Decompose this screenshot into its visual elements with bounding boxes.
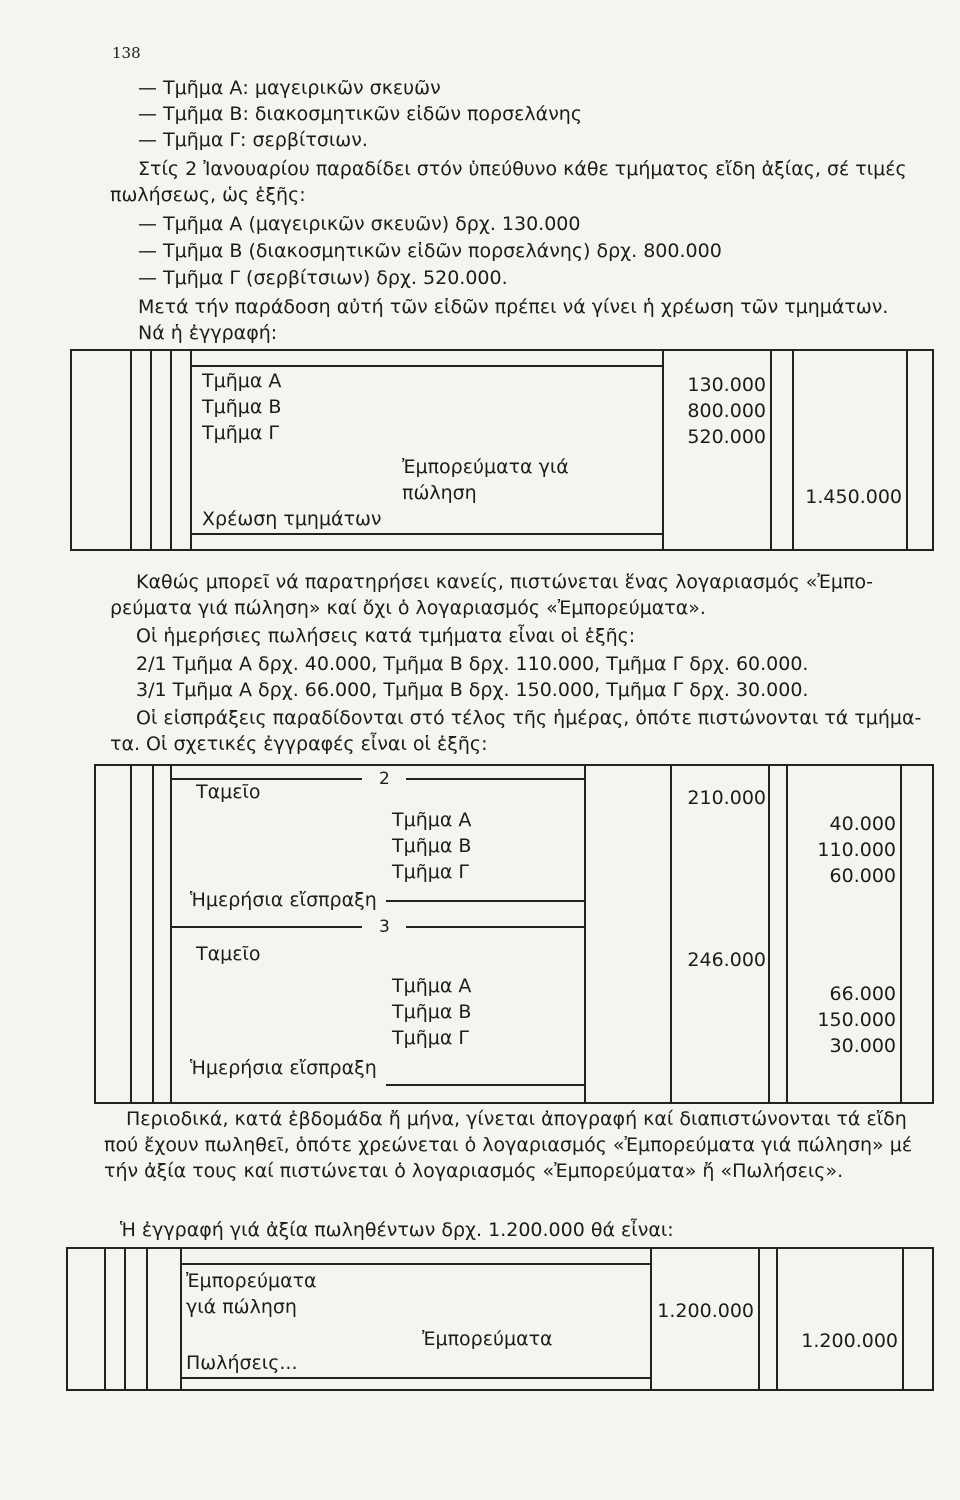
j2-amount-dept-b-day2: 110.000 — [817, 839, 896, 861]
para-receipts-1: Οἱ εἰσπράξεις παραδίδονται στό τέλος τῆς ἡμέρας, ὁπότε πιστώνονται τά τμήμα- — [136, 707, 922, 729]
j2-credit-dept-c-day2: Τμῆμα Γ — [392, 861, 469, 883]
dept-b-line: — Τμῆμα Β: διακοσμητικῶν εἰδῶν πορσελάνης — [138, 103, 583, 125]
j2-credit-dept-a-day3: Τμῆμα Α — [392, 975, 472, 997]
para-credit-note-2: ρεύματα γιά πώληση» καί ὄχι ὁ λογαριασμός «Ἐμπορεύματα». — [110, 597, 706, 619]
j2-amount-dept-a-day2: 40.000 — [829, 813, 896, 835]
j2-amount-dept-a-day3: 66.000 — [829, 983, 896, 1005]
j3-debit-account-line2: γιά πώληση — [186, 1296, 297, 1318]
para-receipts-2: τα. Οἱ σχετικές ἐγγραφές εἶναι οἱ ἑξῆς: — [110, 733, 488, 755]
journal-entry-2 — [94, 764, 934, 1104]
j2-date-3: 3 — [379, 917, 390, 937]
j2-amount-dept-c-day2: 60.000 — [829, 865, 896, 887]
para-final-entry-intro: Ἡ ἐγγραφή γιά ἀξία πωληθέντων δρχ. 1.200.000 θά εἶναι: — [120, 1219, 674, 1241]
j2-narration-day3: Ἡμερήσια εἴσπραξη — [190, 1057, 377, 1079]
j2-cash-day2: Ταμεῖο — [196, 781, 261, 803]
j2-date-2: 2 — [379, 769, 390, 789]
para-entry-intro: Νά ἡ ἐγγραφή: — [138, 322, 278, 344]
j1-narration: Χρέωση τμημάτων — [202, 508, 382, 530]
j3-credit-amount: 1.200.000 — [801, 1330, 898, 1352]
dept-c-line: — Τμῆμα Γ: σερβίτσιων. — [138, 129, 368, 151]
j3-debit-account-line1: Ἐμπορεύματα — [186, 1270, 317, 1292]
value-c-line: — Τμῆμα Γ (σερβίτσιων) δρχ. 520.000. — [138, 267, 508, 289]
para-credit-note-1: Καθώς μπορεῖ νά παρατηρήσει κανείς, πιστώνεται ἕνας λογαριασμός «Ἐμπο- — [136, 571, 873, 593]
j2-amount-dept-b-day3: 150.000 — [817, 1009, 896, 1031]
j1-debit-dept-a: Τμῆμα Α — [202, 370, 282, 392]
j1-credit-account-line2: πώληση — [402, 482, 477, 504]
j1-amount-dept-c: 520.000 — [687, 426, 766, 448]
dept-a-line: — Τμῆμα Α: μαγειρικῶν σκευῶν — [138, 77, 441, 99]
j1-debit-dept-c: Τμῆμα Γ — [202, 422, 279, 444]
j3-narration: Πωλήσεις... — [186, 1352, 298, 1374]
j1-credit-account-line1: Ἐμπορεύματα γιά — [402, 456, 569, 478]
value-b-line: — Τμῆμα Β (διακοσμητικῶν εἰδῶν πορσελάνης) δρχ. 800.000 — [138, 240, 722, 262]
para-delivery-1: Στίς 2 Ἰανουαρίου παραδίδει στόν ὑπεύθυνο κάθε τμήματος εἴδη ἀξίας, σέ τιμές — [138, 158, 907, 180]
j2-credit-dept-a-day2: Τμῆμα Α — [392, 809, 472, 831]
page-number: 138 — [112, 44, 141, 62]
para-delivery-2: πωλήσεως, ὡς ἑξῆς: — [110, 184, 306, 206]
j1-credit-amount: 1.450.000 — [805, 486, 902, 508]
j2-credit-dept-c-day3: Τμῆμα Γ — [392, 1027, 469, 1049]
j2-cash-amount-day2: 210.000 — [687, 787, 766, 809]
journal-entry-1 — [70, 349, 934, 551]
j1-amount-dept-a: 130.000 — [687, 374, 766, 396]
j2-amount-dept-c-day3: 30.000 — [829, 1035, 896, 1057]
sales-day-3: 3/1 Τμῆμα Α δρχ. 66.000, Τμῆμα Β δρχ. 150.000, Τμῆμα Γ δρχ. 30.000. — [136, 679, 809, 701]
j2-cash-amount-day3: 246.000 — [687, 949, 766, 971]
value-a-line: — Τμῆμα Α (μαγειρικῶν σκευῶν) δρχ. 130.000 — [138, 213, 581, 235]
j2-narration-day2: Ἡμερήσια εἴσπραξη — [190, 889, 377, 911]
sales-day-2: 2/1 Τμῆμα Α δρχ. 40.000, Τμῆμα Β δρχ. 110.000, Τμῆμα Γ δρχ. 60.000. — [136, 653, 809, 675]
j2-credit-dept-b-day3: Τμῆμα Β — [392, 1001, 472, 1023]
j2-credit-dept-b-day2: Τμῆμα Β — [392, 835, 472, 857]
j1-amount-dept-b: 800.000 — [687, 400, 766, 422]
j1-debit-dept-b: Τμῆμα Β — [202, 396, 282, 418]
j2-cash-day3: Ταμεῖο — [196, 943, 261, 965]
j3-credit-account: Ἐμπορεύματα — [422, 1328, 553, 1350]
para-inventory: Περιοδικά, κατά ἑβδομάδα ἤ μήνα, γίνεται ἀπογραφή καί διαπιστώνονται τά εἴδη πού ἔχουν πωληθεῖ, ὁπότε χρεώνεται ὁ λογαριασμός «Ἐμπορεύματα γιά πώληση» μέ τήν ἀξία τους καί πιστώνεται ὁ λογαριασμός «Ἐμπορεύματα» ἤ «Πωλήσεις». — [104, 1108, 913, 1182]
para-charge: Μετά τήν παράδοση αὐτή τῶν εἰδῶν πρέπει νά γίνει ἡ χρέωση τῶν τμημάτων. — [138, 296, 889, 318]
j3-debit-amount: 1.200.000 — [657, 1300, 754, 1322]
para-daily-sales: Οἱ ἡμερήσιες πωλήσεις κατά τμήματα εἶναι οἱ ἑξῆς: — [136, 625, 636, 647]
journal-entry-3 — [66, 1247, 934, 1391]
